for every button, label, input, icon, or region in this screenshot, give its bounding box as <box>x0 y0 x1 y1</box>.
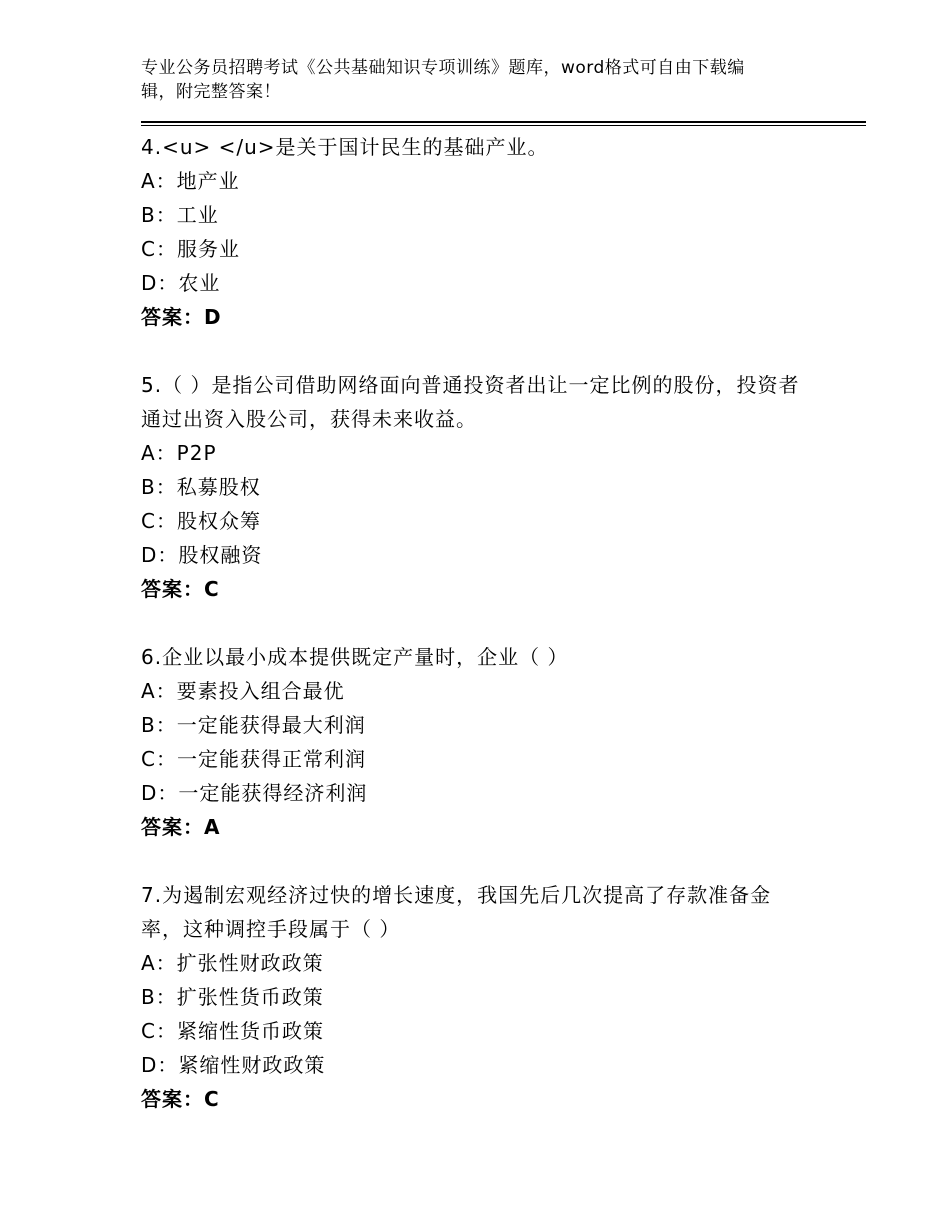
option-a: A：P2P <box>141 441 217 465</box>
option-d: D：一定能获得经济利润 <box>141 781 368 805</box>
answer-line: 答案：D <box>141 305 222 329</box>
header-line-2: 辑，附完整答案！ <box>141 82 281 102</box>
question-stem: 4.<u> </u>是关于国计民生的基础产业。 <box>141 135 549 159</box>
option-b: B：扩张性货币政策 <box>141 985 324 1009</box>
document-header <box>141 56 801 104</box>
option-d: D：紧缩性财政政策 <box>141 1053 326 1077</box>
answer-line: 答案：C <box>141 577 220 601</box>
question-5 <box>141 368 821 606</box>
answer-line: 答案：A <box>141 815 221 839</box>
question-stem: 5.（ ）是指公司借助网络面向普通投资者出让一定比例的股份，投资者通过出资入股公司，获得未来收益。 <box>141 373 800 431</box>
option-a: A：地产业 <box>141 169 240 193</box>
option-b: B：私募股权 <box>141 475 261 499</box>
header-rule-thick <box>141 121 866 123</box>
question-4 <box>141 130 821 334</box>
answer-line: 答案：C <box>141 1087 220 1111</box>
question-list <box>141 130 821 1116</box>
option-c: C：股权众筹 <box>141 509 261 533</box>
option-d: D：农业 <box>141 271 221 295</box>
header-line-1: 专业公务员招聘考试《公共基础知识专项训练》题库，word格式可自由下载编 <box>141 58 745 78</box>
option-d: D：股权融资 <box>141 543 263 567</box>
option-a: A：要素投入组合最优 <box>141 679 345 703</box>
option-b: B：一定能获得最大利润 <box>141 713 366 737</box>
header-rule-thin <box>141 125 866 126</box>
question-stem: 7.为遏制宏观经济过快的增长速度，我国先后几次提高了存款准备金率，这种调控手段属于（ ） <box>141 883 772 941</box>
question-7 <box>141 878 821 1116</box>
option-c: C：一定能获得正常利润 <box>141 747 366 771</box>
option-a: A：扩张性财政政策 <box>141 951 324 975</box>
option-c: C：服务业 <box>141 237 240 261</box>
question-stem: 6.企业以最小成本提供既定产量时，企业（ ） <box>141 645 569 669</box>
option-b: B：工业 <box>141 203 219 227</box>
option-c: C：紧缩性货币政策 <box>141 1019 324 1043</box>
question-6 <box>141 640 821 844</box>
